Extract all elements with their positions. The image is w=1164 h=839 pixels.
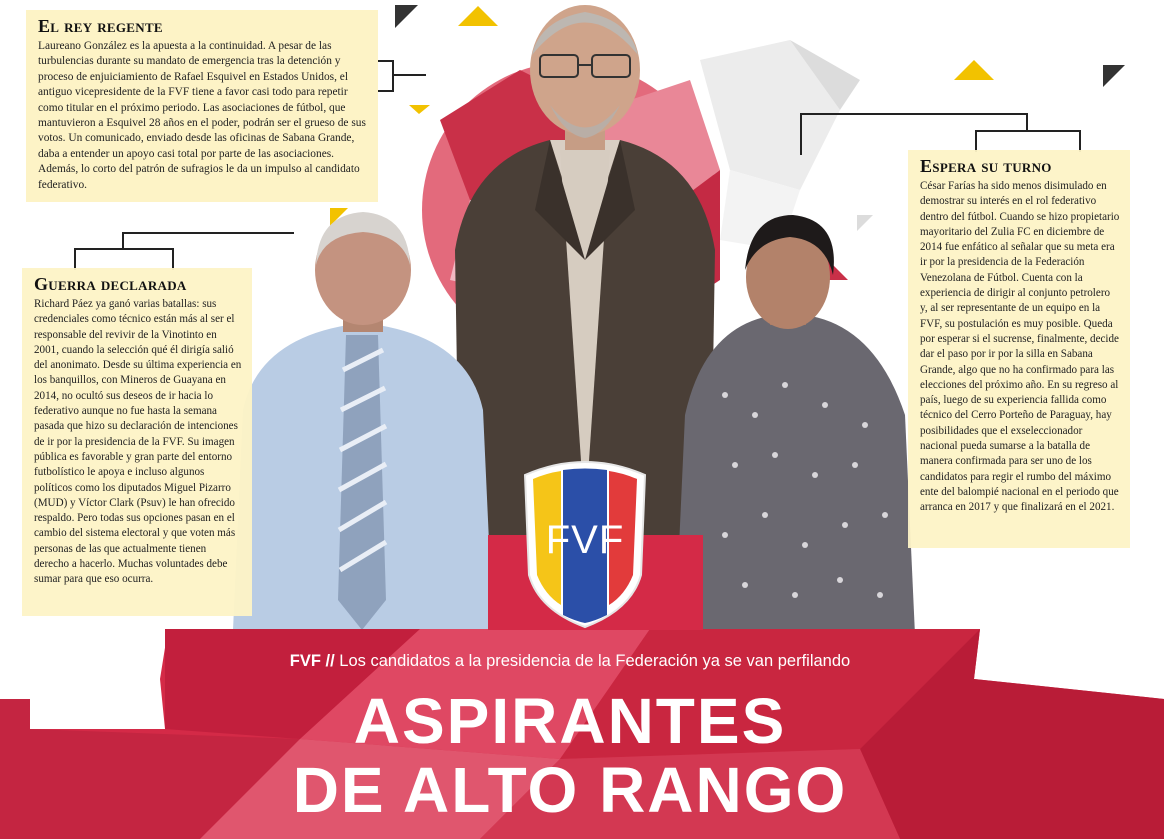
banner-subtitle: Los candidatos a la presidencia de la Federación ya se van perfilando [339, 652, 851, 670]
photo-cesar-farias [665, 215, 925, 635]
box-title-espera: Espera su turno [920, 156, 1052, 176]
photo-richard-paez [228, 210, 498, 630]
box-espera-su-turno [908, 150, 1130, 548]
box-text-rey: Laureano González es la apuesta a la continuidad. A pesar de las turbulencias durante su mandato de emergencia tras la detención y proceso de enjuiciamiento de Rafael Esquivel en Estados Unidos, el antiguo vicepresidente de la FVF tiene a favor casi todo para repetir como titular en el próximo periodo. Las asociaciones de fútbol, que mantuvieron a Esquivel 28 años en el poder, podrán ser el grueso de sus votos. Un comunicado, enviado desde las oficinas de Sabana Grande, daba a entender un apoyo casi total por parte de las asociaciones. Además, lo corto del patrón de sufragios le da un impulso al candidato federativo. [38, 40, 366, 191]
box-title-guerra: Guerra declarada [34, 274, 187, 294]
box-el-rey-regente [26, 10, 378, 202]
connector-espera-top [1026, 113, 1028, 130]
connector-rey-stub [392, 74, 426, 76]
banner-kicker: FVF [289, 652, 321, 670]
banner-kicker-line [165, 652, 975, 671]
headline-line-2: DE ALTO RANGO [292, 754, 848, 826]
box-guerra-declarada [22, 268, 252, 616]
box-title-rey: El rey regente [38, 16, 163, 36]
connector-espera-mid [975, 130, 1081, 152]
box-text-guerra: Richard Páez ya ganó varias batallas: sus credenciales como técnico están más al ser el responsable del revivir de la Vinotinto en 2001, cuando la selección qué él dirigía salió del anonimato. Desde su última experiencia en los banquillos, con Mineros de Guayana en 2014, no ocultó sus deseos de ir hacia lo federativo aunque no fue hasta la semana pasada que hizo su declaración de intenciones de ir por la presidencia de la FVF. Su imagen pública es favorable y gran parte del entorno futbolístico le apoya e incluso algunos políticos como los diputados Miguel Pizarro (MUD) y Víctor Clark (Psuv) le han ofrecido respaldo. Pero todas sus opciones pasan en el cambio del sistema electoral y que voten más personas de las que actualmente tienen derecho a hacerlo. Muchas voluntades debe sumar para que eso ocurra. [34, 298, 242, 586]
banner-separator: // [325, 652, 335, 670]
box-text-espera: César Farías ha sido menos disimulado en demostrar su interés en el rol federativo dentro del fútbol. Cuando se hizo propietario mayoritario del Zulia FC en diciembre de 2014 fue enfático al señalar que su meta era ir por la presidencia de la Federación Venezolana de Fútbol. Cuenta con la experiencia de dirigir al conjunto petrolero y, al ser representante de un equipo en la FVF, su postulación es muy posible. Queda por esperar si el sucrense, finalmente, decide dar el paso por ir por la silla en Sabana Grande, algo que no ha confirmado para las elecciones del próximo año. En su regreso al país, luego de su experiencia fallida como técnico del Cerro Porteño de Paraguay, hay posibilidades que el exseleccionador nacional pueda sumarse a la batalla de manera confirmada para ser uno de los candidatos para regir el rumbo del máximo ente del balompié nacional en el periodo que arranca en 2017 y que finalizará en el 2021. [920, 180, 1120, 514]
connector-rey [378, 60, 394, 92]
fvf-logo-text: FVF [545, 518, 625, 562]
headline-line-1: ASPIRANTES [353, 685, 787, 757]
connector-guerra-outer [74, 248, 174, 270]
